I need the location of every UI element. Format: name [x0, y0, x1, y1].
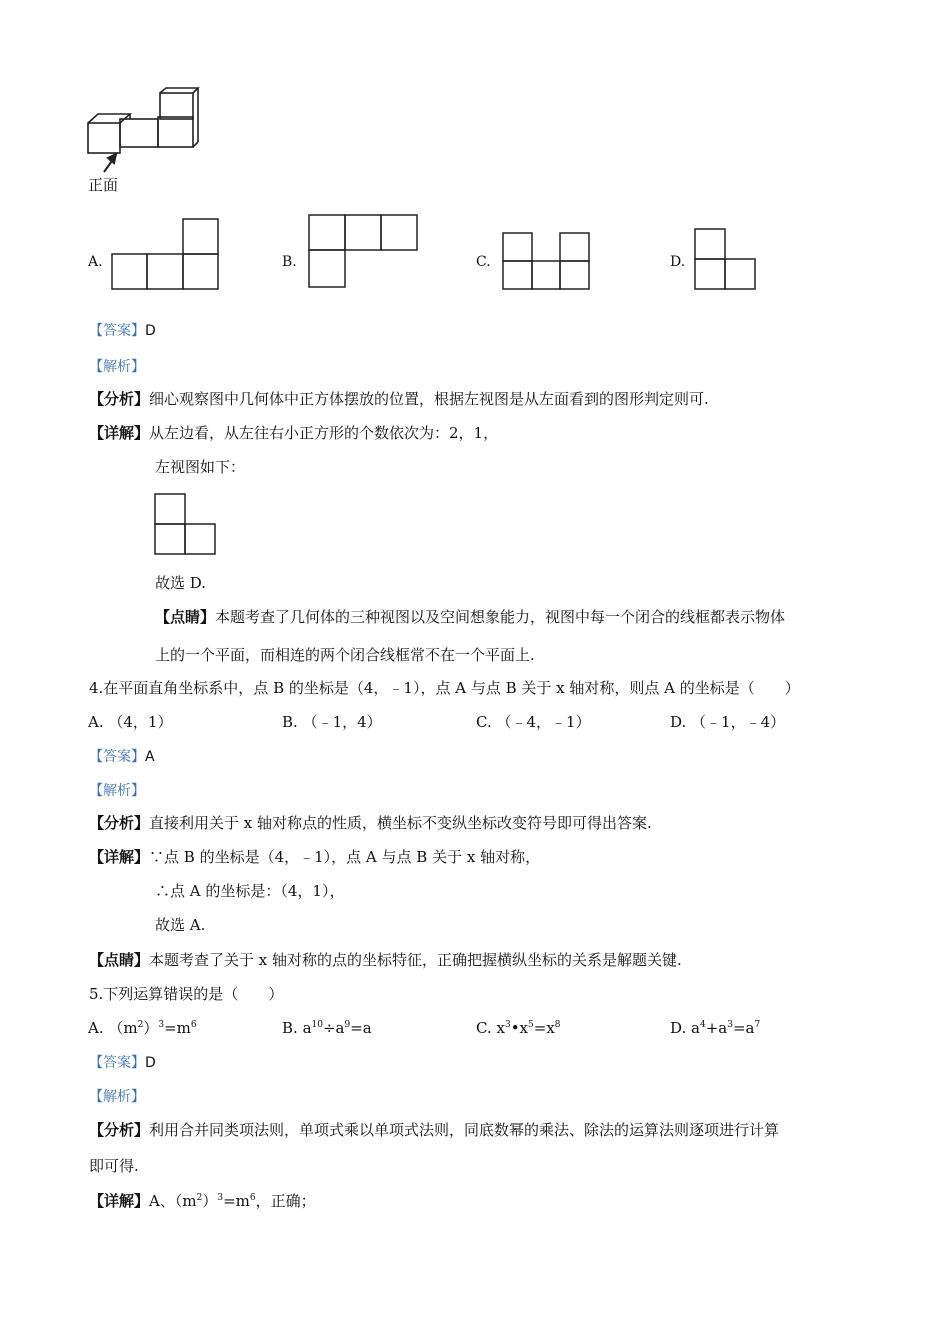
answer-tag: 【答案】	[89, 323, 145, 339]
dianjing-tag: 【点睛】	[155, 608, 216, 626]
q4-option-c	[476, 712, 591, 732]
answer-tag: 【答案】	[89, 749, 145, 765]
fenxi-text: 利用合并同类项法则，单项式乘以单项式法则，同底数幂的乘法、除法的运算法则逐项进行计算	[149, 1121, 780, 1139]
exponent: 2	[196, 1193, 203, 1203]
option-letter: B.	[282, 713, 298, 731]
q4-option-d	[670, 712, 785, 732]
q4-dianjing-line	[89, 950, 682, 970]
answer-value: A	[145, 749, 155, 765]
q3-option-c-figure	[502, 232, 590, 290]
analysis-tag: 【解析】	[89, 359, 145, 375]
q5-xiangjie-line	[89, 1191, 316, 1211]
expr-part: ÷a	[322, 1019, 345, 1037]
fenxi-text: 直接利用关于 x 轴对称点的性质，横坐标不变纵坐标改变符号即可得出答案.	[149, 814, 652, 832]
q3-xiangjie-line-3: 故选 D.	[155, 574, 207, 592]
expr-part: =m	[164, 1019, 191, 1037]
option-letter: C.	[476, 713, 492, 731]
exponent: 6	[249, 1193, 256, 1203]
option-text: （﹣1，4）	[302, 713, 382, 731]
fenxi-tag: 【分析】	[89, 814, 150, 832]
option-letter: A.	[88, 713, 104, 731]
q3-option-d-figure	[694, 228, 756, 290]
exponent: 2	[137, 1020, 144, 1030]
q3-option-b-figure	[308, 214, 418, 288]
exponent: 4	[700, 1020, 706, 1030]
exponent: 5	[528, 1020, 534, 1030]
q5-option-c	[476, 1018, 561, 1038]
q3-option-d-letter: D.	[670, 254, 686, 270]
expr-part: a	[302, 1019, 312, 1037]
q3-option-a-figure	[111, 218, 219, 290]
expr-part: =a	[732, 1019, 755, 1037]
expr-part: =x	[533, 1019, 555, 1037]
q5-stem: 5.下列运算错误的是（ ）	[89, 985, 284, 1003]
q3-xiangjie-line	[89, 423, 498, 443]
left-view-figure	[154, 493, 216, 555]
q4-option-b	[282, 712, 382, 732]
q4-xiangjie-line-2: ∴点 A 的坐标是：（4，1），	[155, 882, 345, 900]
exponent: 6	[190, 1020, 197, 1030]
front-label: 正面	[88, 176, 119, 194]
option-letter: A.	[88, 1019, 104, 1037]
exponent: 9	[344, 1020, 351, 1030]
answer-value: D	[145, 323, 156, 339]
expr-part: ，正确；	[255, 1192, 316, 1210]
option-letter: B.	[282, 1019, 298, 1037]
q5-fenxi-line	[89, 1120, 779, 1140]
analysis-tag: 【解析】	[89, 1089, 145, 1105]
q5-option-a	[88, 1018, 197, 1038]
answer-tag: 【答案】	[89, 1055, 145, 1071]
q3-dianjing-line	[155, 607, 785, 627]
xiangjie-tag: 【详解】	[89, 848, 150, 866]
dianjing-text: 本题考查了几何体的三种视图以及空间想象能力，视图中每一个闭合的线框都表示物体	[215, 608, 786, 626]
exponent: 3	[727, 1020, 733, 1030]
q3-dianjing-line-2: 上的一个平面，而相连的两个闭合线框常不在一个平面上.	[155, 646, 535, 664]
expr-part: •x	[510, 1019, 529, 1037]
exponent: 3	[158, 1020, 165, 1030]
expr-part: ）	[202, 1192, 218, 1210]
expr-part: x	[496, 1019, 505, 1037]
q3-xiangjie-line-2: 左视图如下：	[155, 458, 246, 476]
q4-answer-line	[89, 746, 155, 767]
fenxi-tag: 【分析】	[89, 1121, 150, 1139]
cube-figure	[86, 86, 206, 166]
q3-answer-line	[89, 320, 156, 341]
dianjing-text: 本题考查了关于 x 轴对称的点的坐标特征，正确把握横纵坐标的关系是解题关键.	[149, 951, 682, 969]
q5-analysis-tag	[89, 1086, 145, 1107]
q4-xiangjie-line	[89, 847, 540, 867]
fenxi-tag: 【分析】	[89, 390, 150, 408]
q3-option-b-letter: B.	[282, 254, 297, 270]
expr-part: =m	[223, 1192, 250, 1210]
exponent: 7	[754, 1020, 761, 1030]
q4-fenxi-line	[89, 813, 652, 833]
dianjing-tag: 【点睛】	[89, 951, 150, 969]
xiangjie-text: 从左边看，从左往右小正方形的个数依次为：2，1，	[149, 424, 499, 442]
expr-part: a	[691, 1019, 700, 1037]
option-letter: C.	[476, 1019, 492, 1037]
answer-value: D	[145, 1055, 156, 1071]
q3-option-a-letter: A.	[88, 254, 103, 270]
q5-option-d	[670, 1018, 760, 1038]
expr-part: A、（m	[149, 1192, 197, 1210]
option-text: （﹣4，﹣1）	[496, 713, 591, 731]
option-text: （4，1）	[108, 713, 173, 731]
exponent: 3	[504, 1020, 511, 1030]
exponent: 10	[311, 1020, 323, 1030]
option-text: （﹣1，﹣4）	[691, 713, 786, 731]
expr-part: ）	[143, 1019, 159, 1037]
q5-answer-line	[89, 1052, 156, 1073]
q4-xiangjie-line-3: 故选 A.	[155, 916, 206, 934]
q3-analysis-tag	[89, 356, 145, 377]
exponent: 3	[217, 1193, 224, 1203]
xiangjie-text: ∵点 B 的坐标是（4，﹣1），点 A 与点 B 关于 x 轴对称，	[149, 848, 541, 866]
expr-part: =a	[350, 1019, 372, 1037]
option-letter: D.	[670, 1019, 687, 1037]
exponent: 8	[554, 1020, 561, 1030]
expr-part: +a	[705, 1019, 728, 1037]
q4-analysis-tag	[89, 780, 145, 801]
expr-part: （m	[108, 1019, 138, 1037]
analysis-tag: 【解析】	[89, 783, 145, 799]
xiangjie-tag: 【详解】	[89, 424, 150, 442]
option-letter: D.	[670, 713, 687, 731]
q3-option-c-letter: C.	[476, 254, 491, 270]
q4-option-a	[88, 712, 172, 732]
q4-stem: 4.在平面直角坐标系中，点 B 的坐标是（4，﹣1），点 A 与点 B 关于 x 轴对称，则点 A 的坐标是（ ）	[89, 679, 800, 697]
q5-fenxi-line-2: 即可得.	[89, 1157, 139, 1175]
xiangjie-tag: 【详解】	[89, 1192, 150, 1210]
q5-option-b	[282, 1018, 372, 1038]
q3-fenxi-line	[89, 389, 709, 409]
fenxi-text: 细心观察图中几何体中正方体摆放的位置，根据左视图是从左面看到的图形判定则可.	[149, 390, 709, 408]
